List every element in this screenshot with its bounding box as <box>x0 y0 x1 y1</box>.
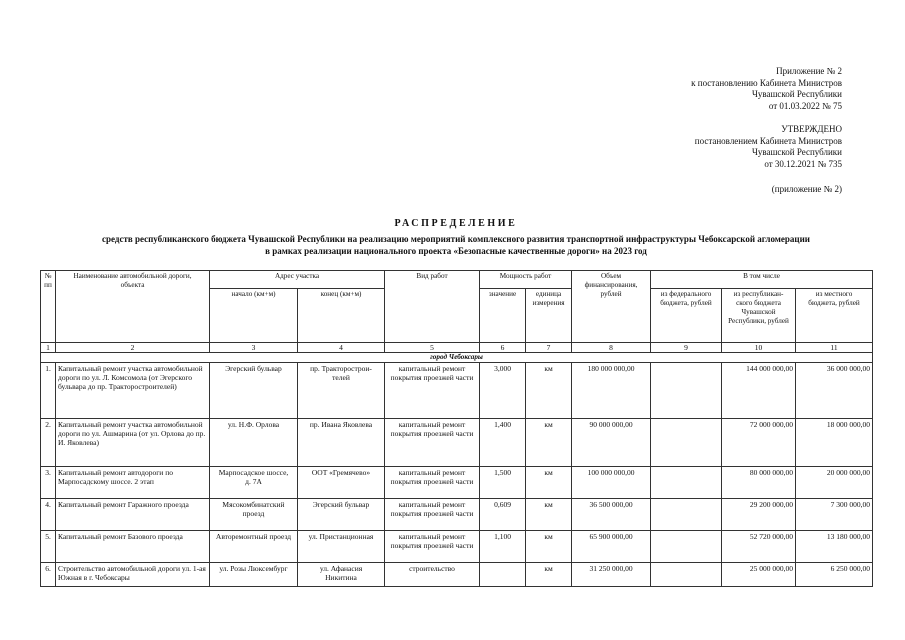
cell-unit: км <box>526 467 572 499</box>
cell-start: Марпосадское шоссе, д. 7А <box>210 467 298 499</box>
cell-name: Строительство автомобильной дороги ул. 1-ая Южная в г. Чебоксары <box>56 563 210 587</box>
cell-work: капитальный ремонт покрытия проезжей части <box>385 531 480 563</box>
cell-work: капитальный ремонт покрытия проезжей части <box>385 419 480 467</box>
cell-name: Капитальный ремонт Базового проезда <box>56 531 210 563</box>
cell-funding: 100 000 000,00 <box>572 467 651 499</box>
header-republic-text: из республикан- ского бюджета Чувашской Республики, рублей <box>728 290 789 325</box>
table-row <box>41 419 873 467</box>
approved-line: постановлением Кабинета Министров <box>694 135 842 146</box>
cell-unit: км <box>526 563 572 587</box>
cell-num: 5. <box>41 531 56 563</box>
header-work-type: Вид работ <box>385 271 480 343</box>
cell-start: ул. Н.Ф. Орлова <box>210 419 298 467</box>
cell-funding: 180 000 000,00 <box>572 363 651 419</box>
cell-end: ул. Афанасия Никитина <box>298 563 385 587</box>
cell-value: 1,100 <box>480 531 526 563</box>
cell-local: 13 180 000,00 <box>796 531 873 563</box>
header-name-text: Наименование автомобильной дороги, объекта <box>73 272 192 289</box>
cell-work: капитальный ремонт покрытия проезжей части <box>385 499 480 531</box>
cell-local: 18 000 000,00 <box>796 419 873 467</box>
cell-unit: км <box>526 363 572 419</box>
approved-line: УТВЕРЖДЕНО <box>781 124 842 134</box>
column-number: 3 <box>210 343 298 353</box>
header-capacity-value: значение <box>480 289 526 343</box>
cell-funding: 31 250 000,00 <box>572 563 651 587</box>
cell-republic: 29 200 000,00 <box>722 499 796 531</box>
cell-local: 7 300 000,00 <box>796 499 873 531</box>
table-row <box>41 363 873 419</box>
cell-republic: 72 000 000,00 <box>722 419 796 467</box>
column-number: 11 <box>796 343 873 353</box>
column-number: 9 <box>651 343 722 353</box>
cell-work: капитальный ремонт покрытия проезжей части <box>385 467 480 499</box>
column-number-row <box>41 343 873 353</box>
appendix-line: Чувашской Республики <box>751 89 842 99</box>
header-republic <box>722 289 796 343</box>
cell-federal <box>651 419 722 467</box>
header-federal <box>651 289 722 343</box>
header-including: В том числе <box>651 271 873 289</box>
column-number: 1 <box>41 343 56 353</box>
column-number: 4 <box>298 343 385 353</box>
appendix-line: Приложение № 2 <box>776 66 842 76</box>
cell-value: 3,000 <box>480 363 526 419</box>
cell-unit: км <box>526 499 572 531</box>
header-name <box>56 271 210 343</box>
cell-start: ул. Розы Люксембург <box>210 563 298 587</box>
document-title: РАСПРЕДЕЛЕНИЕ <box>394 218 518 229</box>
cell-start: Мясокомбинатский проезд <box>210 499 298 531</box>
subtitle-line: в рамках реализации национального проекта «Безопасные качественные дороги» на 2023 год <box>265 246 647 256</box>
cell-funding: 36 500 000,00 <box>572 499 651 531</box>
cell-num: 3. <box>41 467 56 499</box>
appendix-reference <box>600 184 842 196</box>
cell-federal <box>651 363 722 419</box>
cell-name: Капитальный ремонт Гаражного проезда <box>56 499 210 531</box>
appendix-ref-line: (приложение № 2) <box>771 184 842 194</box>
header-funding-text: Объем финансирования, рублей <box>584 272 638 298</box>
header-address-start: начало (км+м) <box>210 289 298 343</box>
cell-funding: 65 900 000,00 <box>572 531 651 563</box>
cell-end: пр. Ивана Яковлева <box>298 419 385 467</box>
header-address-end: конец (км+м) <box>298 289 385 343</box>
header-federal-text: из федерального бюджета, рублей <box>660 290 712 307</box>
cell-value <box>480 563 526 587</box>
cell-num: 6. <box>41 563 56 587</box>
header-address: Адрес участка <box>210 271 385 289</box>
cell-name: Капитальный ремонт участка автомобильной дороги по ул. Л. Комсомола (от Эгерского бульвара до пр. Тракторостроителей) <box>56 363 210 419</box>
cell-start: Эгерский бульвар <box>210 363 298 419</box>
cell-federal <box>651 531 722 563</box>
cell-start: Авторемонтный проезд <box>210 531 298 563</box>
column-number: 10 <box>722 343 796 353</box>
group-label: город Чебоксары <box>41 353 873 363</box>
group-row <box>41 353 873 363</box>
cell-value: 0,609 <box>480 499 526 531</box>
table-row <box>41 499 873 531</box>
subtitle-line: средств республиканского бюджета Чувашской Республики на реализацию мероприятий комплексного развития транспортной инфраструктуры Чебоксарской агломерации <box>102 234 810 244</box>
header-funding <box>572 271 651 343</box>
cell-local: 6 250 000,00 <box>796 563 873 587</box>
column-number: 5 <box>385 343 480 353</box>
column-number: 2 <box>56 343 210 353</box>
column-number: 7 <box>526 343 572 353</box>
cell-federal <box>651 467 722 499</box>
cell-republic: 80 000 000,00 <box>722 467 796 499</box>
header-capacity: Мощность работ <box>480 271 572 289</box>
cell-local: 36 000 000,00 <box>796 363 873 419</box>
cell-funding: 90 000 000,00 <box>572 419 651 467</box>
cell-federal <box>651 563 722 587</box>
cell-work: строительство <box>385 563 480 587</box>
table-row <box>41 531 873 563</box>
cell-num: 1. <box>41 363 56 419</box>
approved-block <box>600 124 842 170</box>
table-row <box>41 563 873 587</box>
column-number: 8 <box>572 343 651 353</box>
column-number: 6 <box>480 343 526 353</box>
cell-federal <box>651 499 722 531</box>
cell-local: 20 000 000,00 <box>796 467 873 499</box>
approved-line: от 30.12.2021 № 735 <box>764 158 842 169</box>
header-local <box>796 289 873 343</box>
header-num <box>41 271 56 343</box>
cell-end: пр. Тракторострои- телей <box>298 363 385 419</box>
distribution-table <box>40 270 873 587</box>
approved-line: Чувашской Республики <box>751 147 842 157</box>
cell-republic: 25 000 000,00 <box>722 563 796 587</box>
cell-value: 1,400 <box>480 419 526 467</box>
header-local-text: из местного бюджета, рублей <box>808 290 860 307</box>
cell-name: Капитальный ремонт участка автомобильной дороги по ул. Ашмарина (от ул. Орлова до пр. И. Яковлева) <box>56 419 210 467</box>
cell-name: Капитальный ремонт автодороги по Марпосадскому шоссе. 2 этап <box>56 467 210 499</box>
cell-republic: 52 720 000,00 <box>722 531 796 563</box>
cell-end: ул. Пристанционная <box>298 531 385 563</box>
cell-republic: 144 000 000,00 <box>722 363 796 419</box>
cell-end: Эгерский бульвар <box>298 499 385 531</box>
header-num-text: № пп <box>44 272 52 289</box>
cell-num: 2. <box>41 419 56 467</box>
cell-num: 4. <box>41 499 56 531</box>
cell-unit: км <box>526 531 572 563</box>
header-capacity-unit <box>526 289 572 343</box>
document-subtitle <box>40 233 872 257</box>
appendix-block <box>600 66 842 112</box>
appendix-line: от 01.03.2022 № 75 <box>768 100 842 111</box>
table-row <box>41 467 873 499</box>
cell-value: 1,500 <box>480 467 526 499</box>
cell-unit: км <box>526 419 572 467</box>
appendix-line: к постановлению Кабинета Министров <box>691 77 842 88</box>
cell-work: капитальный ремонт покрытия проезжей части <box>385 363 480 419</box>
header-capacity-unit-text: единица измерения <box>532 290 565 307</box>
cell-end: ООТ «Гремячево» <box>298 467 385 499</box>
